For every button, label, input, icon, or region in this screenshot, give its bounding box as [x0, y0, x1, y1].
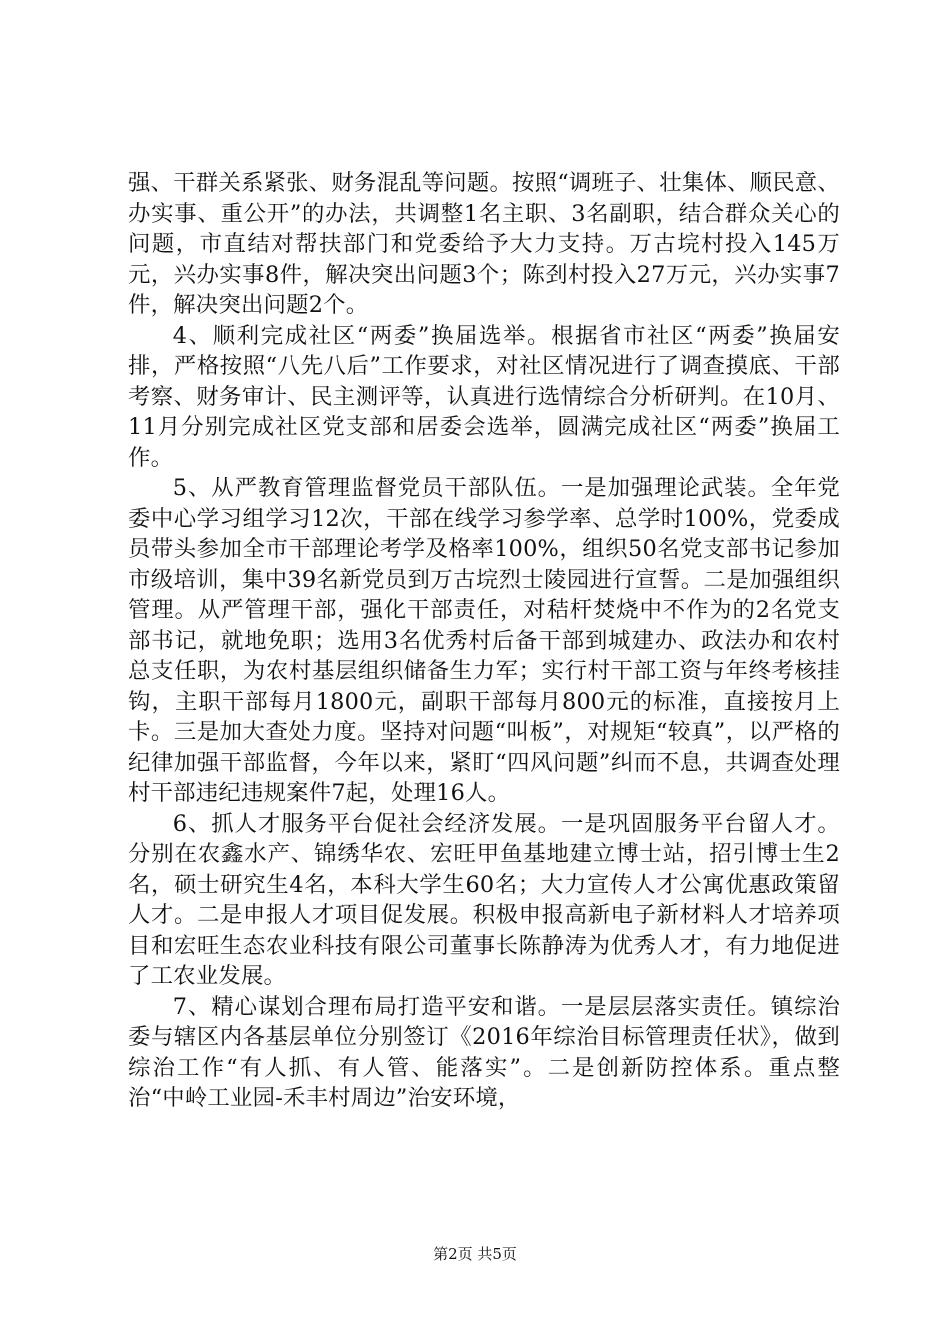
paragraph-item-7: 7、精心谋划合理布局打造平安和谐。一是层层落实责任。镇综治委与辖区内各基层单位分别签订《2016年综治目标管理责任状》，做到综治工作“有人抓、有人管、能落实”。二是创新防控体系。重点整治“中岭工业园-禾丰村周边”治安环境，: [128, 993, 840, 1111]
document-body: [128, 168, 840, 1114]
paragraph-item-5: 5、从严教育管理监督党员干部队伍。一是加强理论武装。全年党委中心学习组学习12次，干部在线学习参学率、总学时100%，党委成员带头参加全市干部理论考学及格率100%，组织50名党支部书记参加市级培训，集中39名新党员到万古垸烈士陵园进行宣誓。二是加强组织管理。从严管理干部，强化干部责任，对秸杆焚烧中不作为的2名党支部书记，就地免职；选用3名优秀村后备干部到城建办、政法办和农村总支任职，为农村基层组织储备生力军；实行村干部工资与年终考核挂钩，主职干部每月1800元，副职干部每月800元的标准，直接按月上卡。三是加大查处力度。坚持对问题“叫板”，对规矩“较真”，以严格的纪律加强干部监督，今年以来，紧盯“四风问题”纠而不息，共调查处理村干部违纪违规案件7起，处理16人。: [128, 475, 840, 806]
paragraph-item-6: 6、抓人才服务平台促社会经济发展。一是巩固服务平台留人才。分别在农鑫水产、锦绣华农、宏旺甲鱼基地建立博士站，招引博士生2名，硕士研究生4名，本科大学生60名；大力宣传人才公寓优惠政策留人才。二是申报人才项目促发展。积极申报高新电子新材料人才培养项目和宏旺生态农业科技有限公司董事长陈静涛为优秀人才，有力地促进了工农业发展。: [128, 810, 840, 989]
paragraph-continuation: 强、干群关系紧张、财务混乱等问题。按照“调班子、壮集体、顺民意、办实事、重公开”的办法，共调整1名主职、3名副职，结合群众关心的问题，市直结对帮扶部门和党委给予大力支持。万古垸村投入145万元，兴办实事8件，解决突出问题3个；陈刭村投入27万元，兴办实事7件，解决突出问题2个。: [128, 170, 840, 318]
page-footer: 第2页 共5页: [433, 1245, 517, 1263]
paragraph-item-4: 4、顺利完成社区“两委”换届选举。根据省市社区“两委”换届安排，严格按照“八先八后”工作要求，对社区情况进行了调查摸底、干部考察、财务审计、民主测评等，认真进行选情综合分析研判。在10月、11月分别完成社区党支部和居委会选举，圆满完成社区“两委”换届工作。: [128, 322, 840, 471]
